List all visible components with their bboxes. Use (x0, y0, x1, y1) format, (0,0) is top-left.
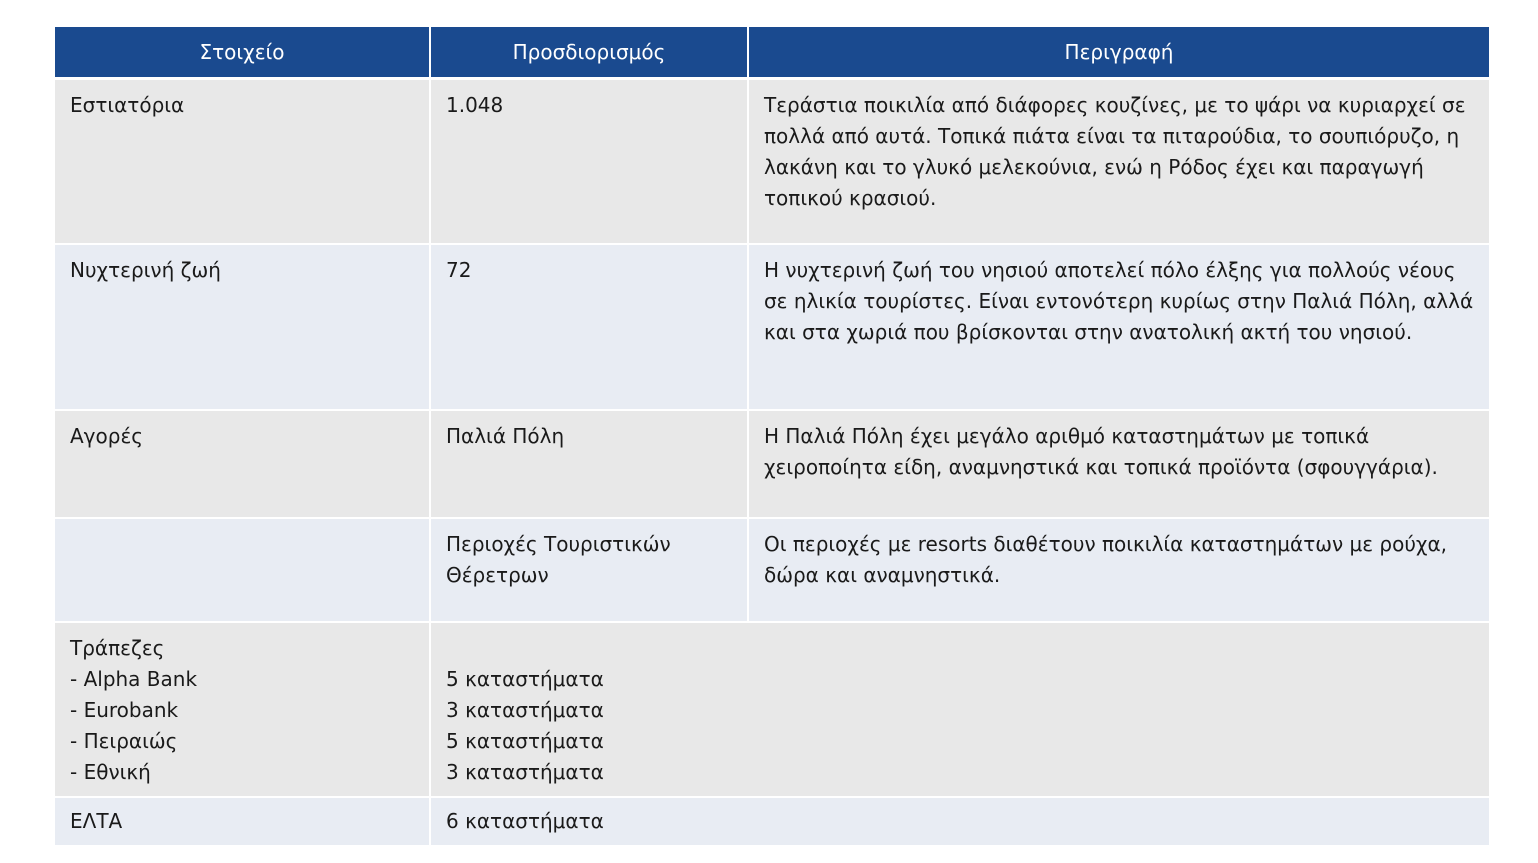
header-row (55, 27, 1489, 79)
cell-element: Αγορές (55, 410, 430, 518)
cell-spec: Παλιά Πόλη (430, 410, 748, 518)
cell-description: Η νυχτερινή ζωή του νησιού αποτελεί πόλο έλξης για πολλούς νέους σε ηλικία τουρίστες. Είναι εντονότερη κυρίως στην Παλιά Πόλη, αλλά και στα χωριά που βρίσκονται στην ανατολική ακτή του νησιού. (748, 244, 1489, 410)
cell-element: Νυχτερινή ζωή (55, 244, 430, 410)
header-description: Περιγραφή (748, 27, 1489, 79)
cell-description: Οι περιοχές με resorts διαθέτουν ποικιλία καταστημάτων με ρούχα, δώρα και αναμνηστικά. (748, 518, 1489, 622)
cell-element: Εστιατόρια (55, 79, 430, 245)
cell-spec: Περιοχές Τουριστικών Θέρετρων (430, 518, 748, 622)
table-row (55, 79, 1489, 245)
header-spec: Προσδιορισμός (430, 27, 748, 79)
cell-description: Τεράστια ποικιλία από διάφορες κουζίνες, με το ψάρι να κυριαρχεί σε πολλά από αυτά. Τοπικά πιάτα είναι τα πιταρούδια, το σουπιόρυζο, η λακάνη και το γλυκό μελεκούνια, ενώ η Ρόδος έχει και παραγωγή τοπικού κρασιού. (748, 79, 1489, 245)
info-table (55, 27, 1489, 847)
table-row (55, 797, 1489, 846)
cell-element (55, 518, 430, 622)
cell-description: Η Παλιά Πόλη έχει μεγάλο αριθμό καταστημάτων με τοπικά χειροποίητα είδη, αναμνηστικά και τοπικά προϊόντα (σφουγγάρια). (748, 410, 1489, 518)
header-element: Στοιχείο (55, 27, 430, 79)
table-row (55, 518, 1489, 622)
cell-spec: 5 καταστήματα 3 καταστήματα 5 καταστήματα 3 καταστήματα (430, 622, 1489, 797)
cell-element: ΕΛΤΑ (55, 797, 430, 846)
cell-spec: 6 καταστήματα (430, 797, 1489, 846)
table-row (55, 244, 1489, 410)
table-row (55, 622, 1489, 797)
cell-spec: 72 (430, 244, 748, 410)
cell-element: Τράπεζες - Alpha Bank - Eurobank - Πειραιώς - Εθνική (55, 622, 430, 797)
cell-spec: 1.048 (430, 79, 748, 245)
table-row (55, 410, 1489, 518)
